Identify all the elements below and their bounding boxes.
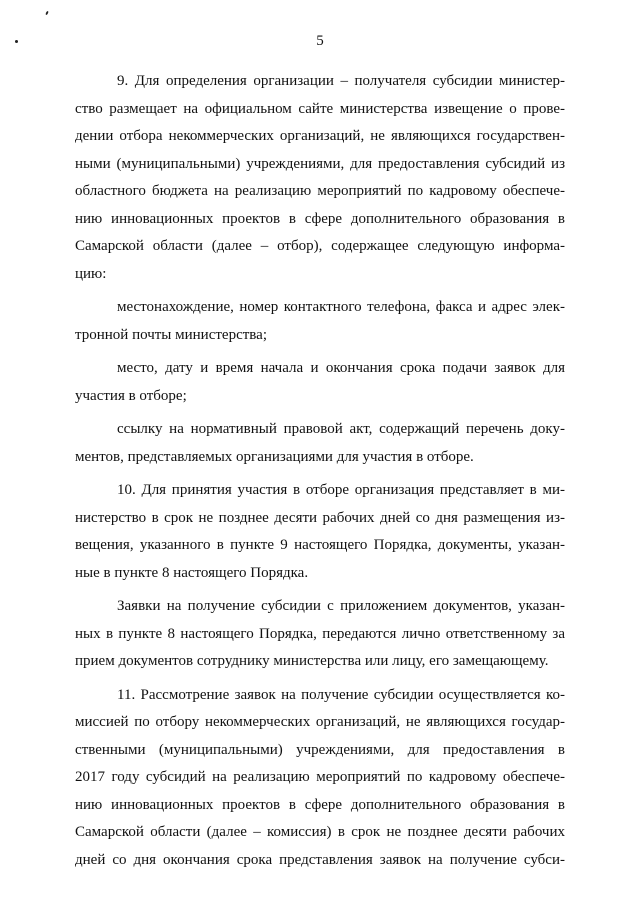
- text-line: 9. Для определения организации – получателя субсидии министер-: [117, 73, 565, 89]
- text-line: 2017 году субсидий на реализацию мероприятий по кадровому обеспече-: [75, 769, 565, 785]
- text-line: ные в пункте 8 настоящего Порядка.: [75, 564, 309, 581]
- text-line: нистерство в срок не позднее десяти рабочих дней со дня размещения из-: [75, 509, 565, 526]
- document-body: [75, 68, 565, 874]
- page-number: 5: [316, 33, 324, 49]
- text-line: ными (муниципальными) учреждениями, для предоставления субсидий из: [75, 155, 565, 172]
- paragraph: [75, 355, 565, 410]
- text-line: Самарской области (далее – комиссия) в срок не позднее десяти рабочих: [75, 824, 565, 840]
- text-line: ных в пункте 8 настоящего Порядка, передаются лично ответственному за: [75, 625, 565, 642]
- text-line: ссылку на нормативный правовой акт, содержащий перечень доку-: [117, 421, 565, 437]
- text-line: местонахождение, номер контактного телефона, факса и адрес элек-: [117, 299, 565, 315]
- text-line: нию инновационных проектов в сфере дополнительного образования в: [75, 796, 565, 813]
- text-line: вещения, указанного в пункте 9 настоящего Порядка, документы, указан-: [75, 537, 565, 553]
- text-line: дении отбора некоммерческих организаций, не являющихся государствен-: [75, 128, 565, 144]
- text-line: 11. Рассмотрение заявок на получение субсидии осуществляется ко-: [117, 686, 565, 703]
- text-line: Самарской области (далее – отбор), содержащее следующую информа-: [75, 238, 565, 254]
- text-line: дней со дня окончания срока представления заявок на получение субси-: [75, 851, 565, 868]
- text-line: нию инновационных проектов в сфере дополнительного образования в: [75, 210, 565, 227]
- text-line: областного бюджета на реализацию мероприятий по кадровому обеспече-: [75, 183, 565, 199]
- text-line: ство размещает на официальном сайте министерства извещение о прове-: [75, 100, 565, 117]
- paragraph: [75, 682, 565, 875]
- text-line: Заявки на получение субсидии с приложением документов, указан-: [117, 598, 565, 614]
- paragraph: [75, 416, 565, 471]
- text-line: участия в отборе;: [75, 387, 187, 404]
- text-line: ментов, представляемых организациями для участия в отборе.: [75, 448, 474, 465]
- text-line: место, дату и время начала и окончания срока подачи заявок для: [117, 360, 565, 376]
- scan-mark: [45, 11, 49, 15]
- text-line: ственными (муниципальными) учреждениями, для предоставления в: [75, 741, 565, 758]
- text-line: миссией по отбору некоммерческих организаций, не являющихся государ-: [75, 714, 565, 730]
- paragraph: [75, 68, 565, 288]
- text-line: прием документов сотруднику министерства или лицу, его замещающему.: [75, 653, 549, 669]
- text-line: 10. Для принятия участия в отборе организация представляет в ми-: [117, 482, 565, 498]
- text-line: цию:: [75, 265, 107, 282]
- paragraph: [75, 294, 565, 349]
- paragraph: [75, 593, 565, 676]
- text-line: тронной почты министерства;: [75, 326, 268, 343]
- paragraph: [75, 477, 565, 587]
